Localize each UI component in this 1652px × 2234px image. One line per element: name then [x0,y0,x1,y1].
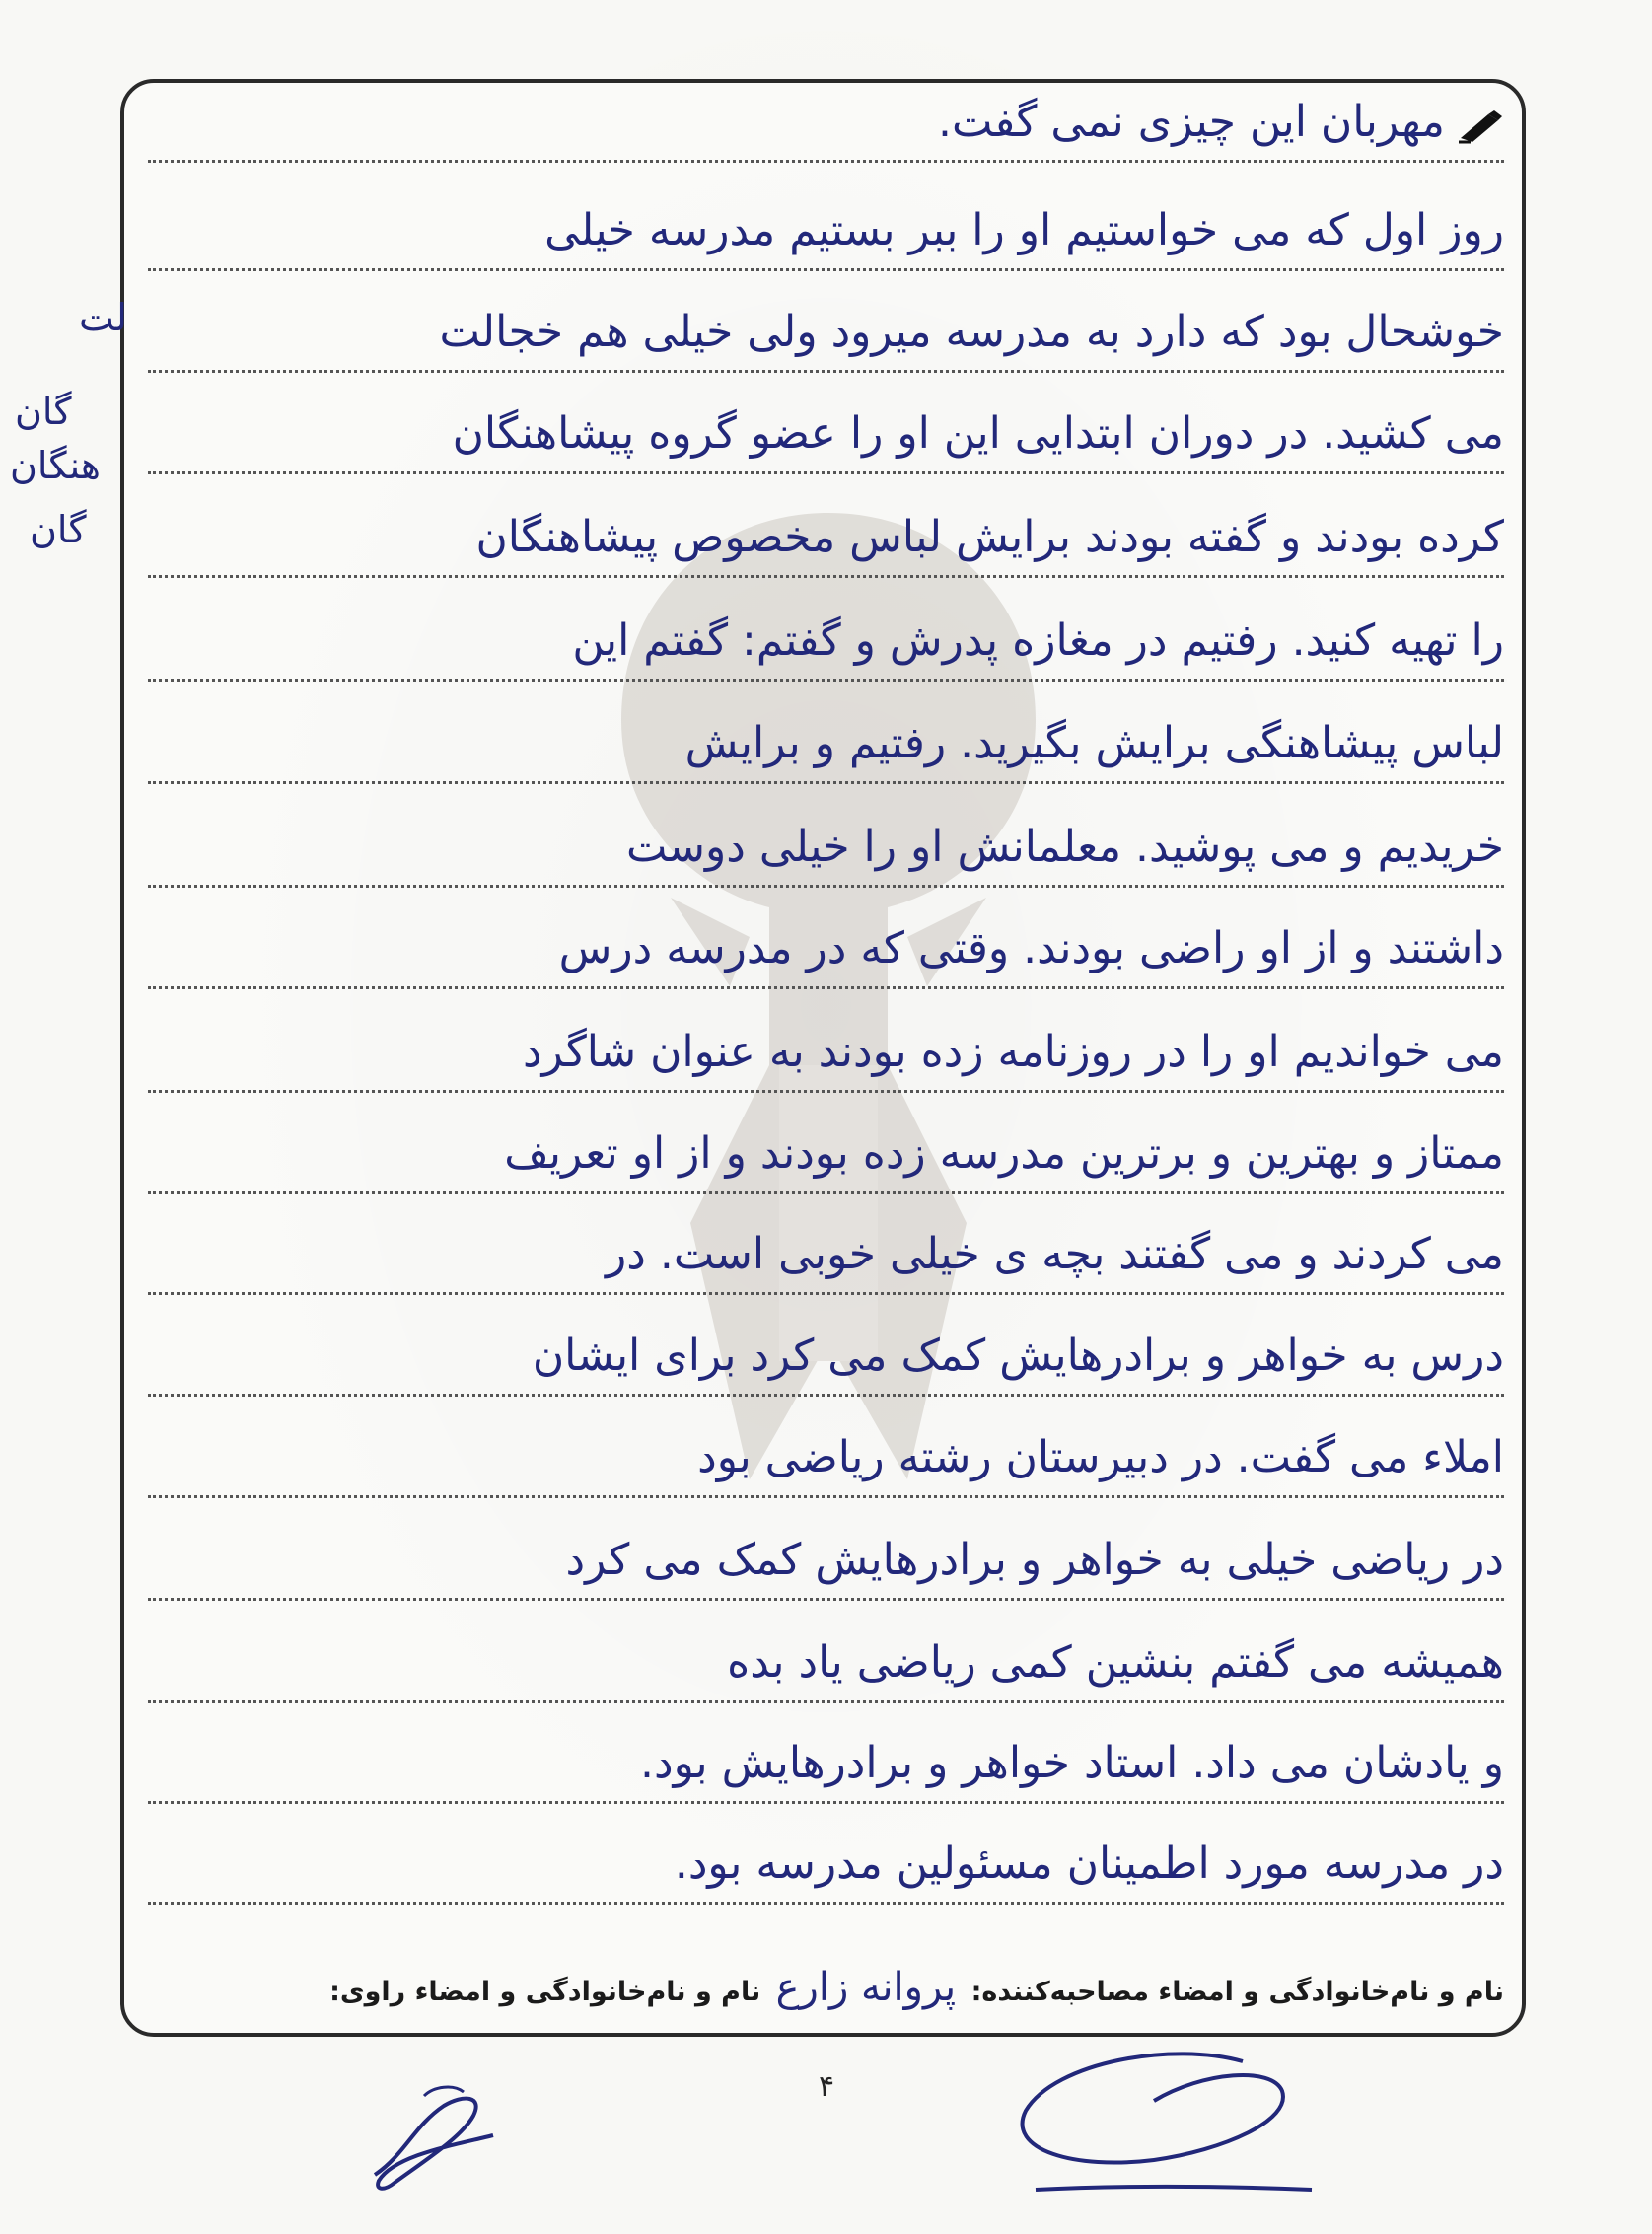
pen-writing-icon [1459,108,1504,144]
handwritten-line: مهربان این چیزی نمی گفت. [938,97,1445,147]
interviewer-label: نام و نام‌خانوادگی و امضاء مصاحبه‌کننده: [970,1977,1504,2007]
handwritten-line: می خواندیم او را در روزنامه زده بودند به عنوان شاگرد [522,1027,1504,1077]
handwritten-line: لباس پیشاهنگی برایش بگیرید. رفتیم و برایش [684,718,1504,768]
handwritten-line: را تهیه کنید. رفتیم در مغازه پدرش و گفتم: گفتم این [572,615,1504,666]
interviewer-signature-icon [996,2042,1322,2199]
handwritten-line: می کشید. در دوران ابتدایی این او را عضو گروه پیشاهنگان [452,408,1504,459]
margin-note: لت [79,296,127,339]
margin-note: گان [30,508,87,551]
margin-note: گان [15,390,72,433]
margin-note: هنگان [10,444,101,487]
handwritten-line: همیشه می گفتم بنشین کمی ریاضی یاد بده [727,1637,1504,1688]
handwritten-line: می کردند و می گفتند بچه ی خیلی خوبی است. در [606,1229,1504,1279]
handwritten-line: ممتاز و بهترین و برترین مدرسه زده بودند و از او تعریف [504,1128,1504,1179]
narrator-label: نام و نام‌خانوادگی و امضاء راوی: [329,1977,761,2007]
handwritten-line: خریدیم و می پوشید. معلمانش او را خیلی دوست [625,822,1504,872]
narrator-signature-icon [355,2066,513,2195]
handwritten-line: و یادشان می داد. استاد خواهر و برادرهایش بود. [640,1738,1504,1788]
handwritten-line: در مدرسه مورد اطمینان مسئولین مدرسه بود. [674,1838,1504,1889]
page-number: ۴ [818,2069,835,2104]
signature-footer [148,1958,1504,2017]
handwritten-line: املاء می گفت. در دبیرستان رشته ریاضی بود [697,1432,1504,1482]
interviewer-signature-text: پروانه زارع [775,1965,957,2010]
handwritten-line: درس به خواهر و برادرهایش کمک می کرد برای ایشان [532,1331,1504,1381]
handwritten-line: در ریاضی خیلی به خواهر و برادرهایش کمک می کرد [565,1535,1504,1585]
handwritten-line: داشتند و از او راضی بودند. وقتی که در مدرسه درس [558,923,1504,973]
handwritten-line: کرده بودند و گفته بودند برایش لباس مخصوص پیشاهنگان [475,512,1504,562]
handwritten-line: خوشحال بود که دارد به مدرسه میرود ولی خیلی هم خجالت [439,307,1504,357]
handwritten-line: روز اول که می خواستیم او را ببر بستیم مدرسه خیلی [544,205,1504,255]
